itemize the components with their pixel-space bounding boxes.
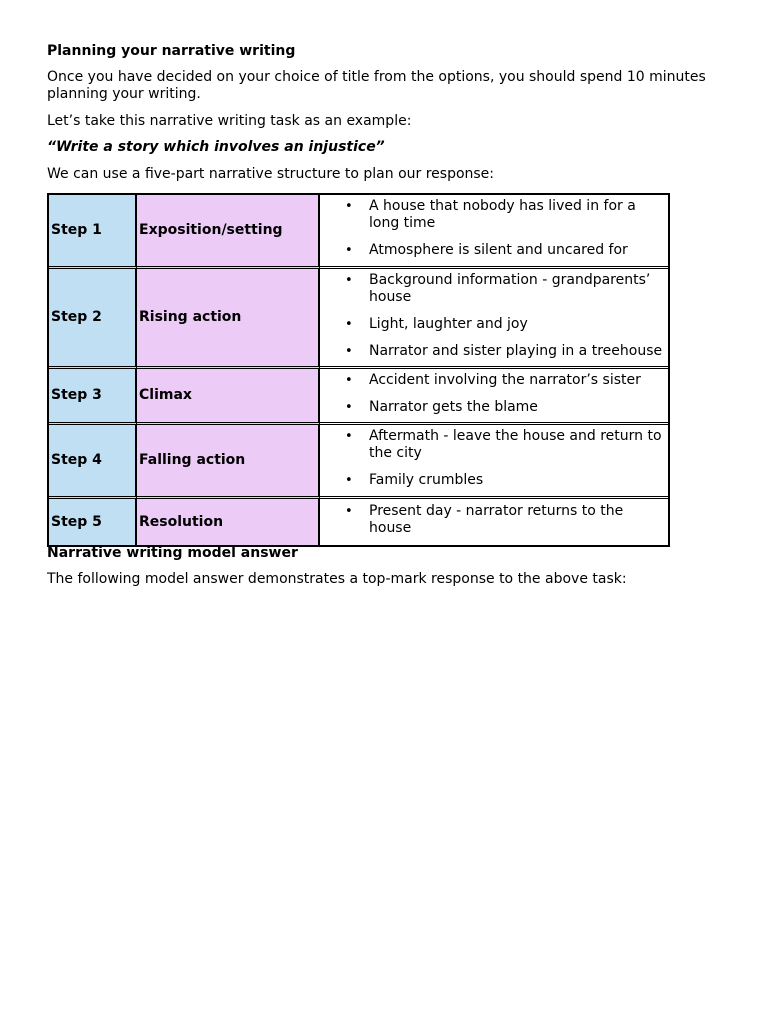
point-text: Accident involving the narrator’s sister <box>369 371 641 388</box>
step-label: Step 2 <box>49 269 137 369</box>
bullet-icon: • <box>345 504 353 519</box>
bullet-icon: • <box>345 272 353 288</box>
point-text: Narrator gets the blame <box>369 398 538 415</box>
point-text: Background information - grandparents’ house <box>369 271 651 305</box>
point-text: Aftermath - leave the house and return to the city <box>369 428 662 461</box>
table-row <box>49 499 668 545</box>
stage-notes <box>320 425 668 499</box>
list-item <box>322 503 668 537</box>
table-row <box>49 195 668 269</box>
table-row <box>49 369 668 425</box>
list-item <box>322 372 668 389</box>
stage-notes <box>320 499 668 545</box>
model-answer-heading: Narrative writing model answer <box>47 545 298 561</box>
point-text: Family crumbles <box>369 472 484 488</box>
step-label: Step 3 <box>49 369 137 425</box>
stage-notes <box>320 195 668 269</box>
table-row <box>49 269 668 369</box>
stage-label: Climax <box>137 369 320 425</box>
list-item <box>322 242 668 259</box>
bullet-icon: • <box>345 243 353 258</box>
stage-label: Rising action <box>137 269 320 369</box>
structure-intro: We can use a five-part narrative structure to plan our response: <box>47 166 495 182</box>
stage-label: Falling action <box>137 425 320 499</box>
step-label: Step 5 <box>49 499 137 545</box>
bullet-icon: • <box>345 429 353 444</box>
point-text: Light, laughter and joy <box>369 315 528 332</box>
intro-paragraph: Once you have decided on your choice of title from the options, you should spend 10 minutes planning your writing. <box>47 69 706 102</box>
step-label: Step 1 <box>49 195 137 269</box>
table-row <box>49 425 668 499</box>
point-text: Atmosphere is silent and uncared for <box>369 242 628 258</box>
list-item <box>322 472 668 489</box>
list-item <box>322 198 668 232</box>
step-label: Step 4 <box>49 425 137 499</box>
point-text: Present day - narrator returns to the house <box>369 503 624 536</box>
bullet-icon: • <box>345 372 353 388</box>
bullet-icon: • <box>345 199 353 214</box>
point-text: Narrator and sister playing in a treehouse <box>369 342 663 359</box>
task-prompt: “Write a story which involves an injustice” <box>47 139 385 155</box>
bullet-icon: • <box>345 343 353 359</box>
bullet-icon: • <box>345 399 353 415</box>
stage-label: Resolution <box>137 499 320 545</box>
narrative-plan-table <box>47 193 670 547</box>
list-item <box>322 316 668 333</box>
section-heading: Planning your narrative writing <box>47 43 296 59</box>
list-item <box>322 399 668 416</box>
stage-notes <box>320 269 668 369</box>
stage-notes <box>320 369 668 425</box>
list-item <box>322 428 668 462</box>
model-answer-intro: The following model answer demonstrates a top-mark response to the above task: <box>47 571 627 587</box>
point-text: A house that nobody has lived in for a long time <box>369 198 636 231</box>
list-item <box>322 343 668 360</box>
stage-label: Exposition/setting <box>137 195 320 269</box>
list-item <box>322 272 668 306</box>
bullet-icon: • <box>345 316 353 332</box>
bullet-icon: • <box>345 473 353 488</box>
example-intro: Let’s take this narrative writing task as an example: <box>47 113 412 129</box>
